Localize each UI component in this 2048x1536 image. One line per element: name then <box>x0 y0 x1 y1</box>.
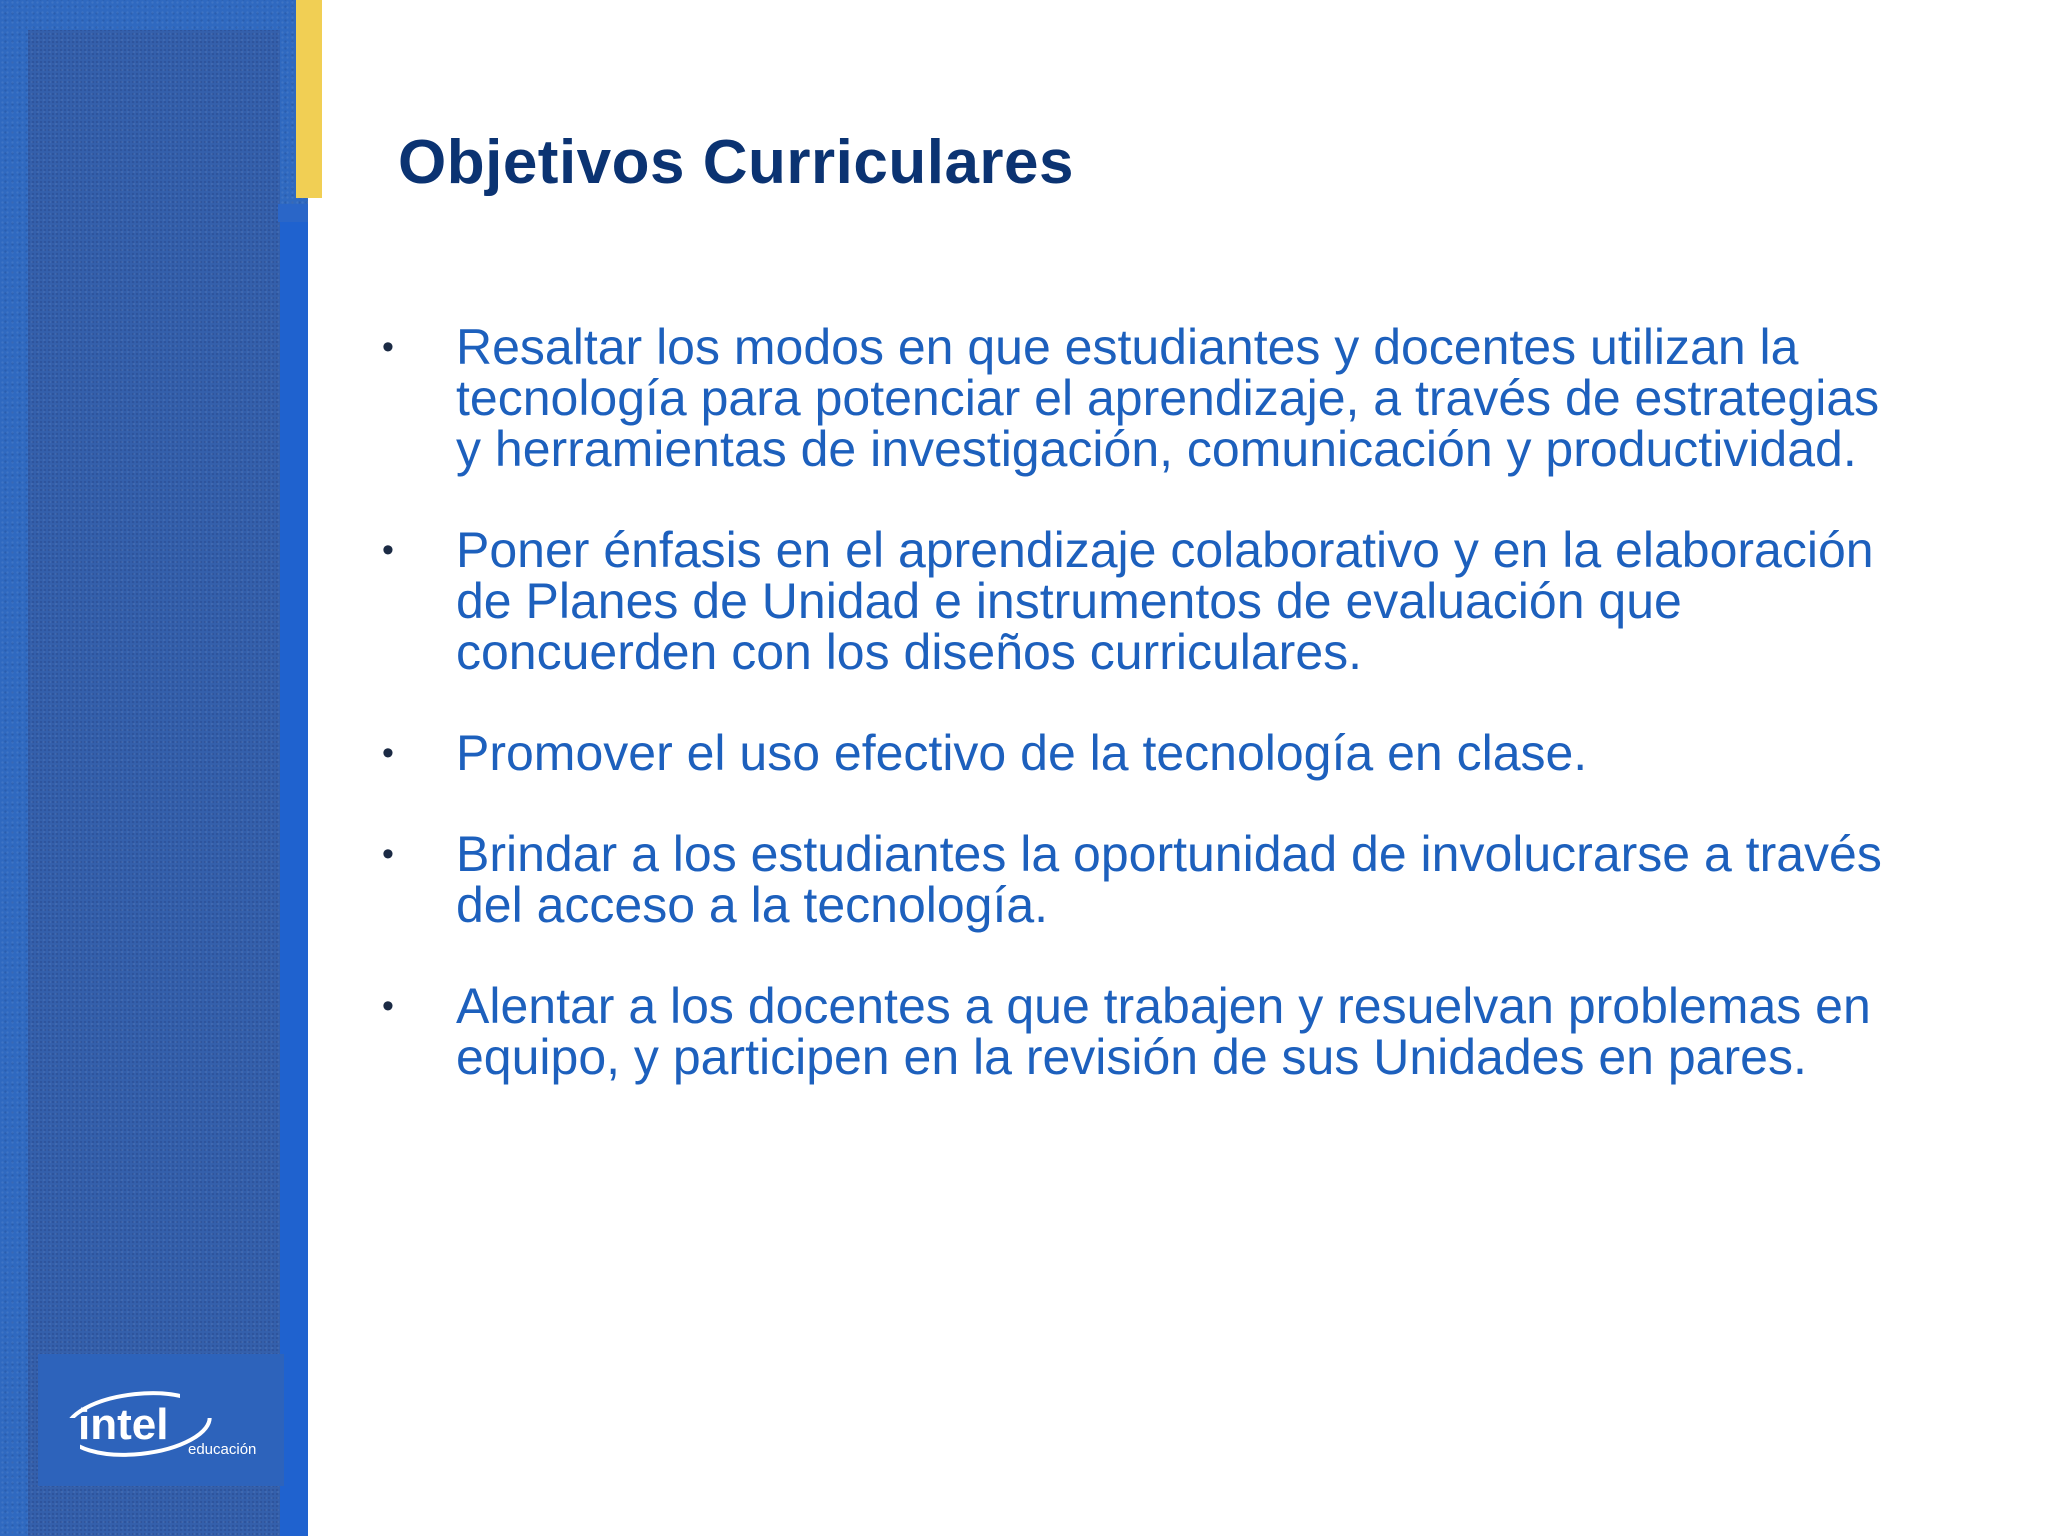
sidebar-inner-panel <box>28 30 280 1536</box>
slide-title: Objetivos Curriculares <box>398 128 1075 197</box>
yellow-accent-strip <box>296 0 322 198</box>
bullet-icon: • <box>382 531 394 569</box>
intel-logo <box>60 1388 270 1468</box>
bullet-item <box>372 522 1892 680</box>
intel-logo-wordmark: intel <box>78 1400 169 1449</box>
bullet-item <box>372 978 1892 1085</box>
bullet-item <box>372 725 1892 781</box>
sidebar-edge-stripe <box>280 220 308 1536</box>
bullet-item <box>372 826 1892 933</box>
left-sidebar <box>0 0 322 1536</box>
bullet-text: Promover el uso efectivo de la tecnología en clase. <box>456 725 1588 781</box>
bullet-icon: • <box>382 835 394 873</box>
intel-logo-tagline: educación <box>188 1441 257 1458</box>
bullet-icon: • <box>382 734 394 772</box>
bullet-text: Poner énfasis en el aprendizaje colaborativo y en la elaboración de Planes de Unidad e instrumentos de evaluación que concuerden con los diseños curriculares. <box>456 522 1874 680</box>
bullet-list <box>372 319 1892 1085</box>
bullet-item <box>372 319 1892 477</box>
bullet-icon: • <box>382 328 394 366</box>
bullet-text: Brindar a los estudiantes la oportunidad de involucrarse a través del acceso a la tecnología. <box>456 826 1882 933</box>
accent-notch <box>278 204 308 222</box>
bullet-text: Resaltar los modos en que estudiantes y docentes utilizan la tecnología para potenciar el aprendizaje, a través de estrategias y herramientas de investigación, comunicación y productividad. <box>456 319 1880 477</box>
bullet-text: Alentar a los docentes a que trabajen y resuelvan problemas en equipo, y participen en la revisión de sus Unidades en pares. <box>456 978 1871 1085</box>
bullet-icon: • <box>382 987 394 1025</box>
